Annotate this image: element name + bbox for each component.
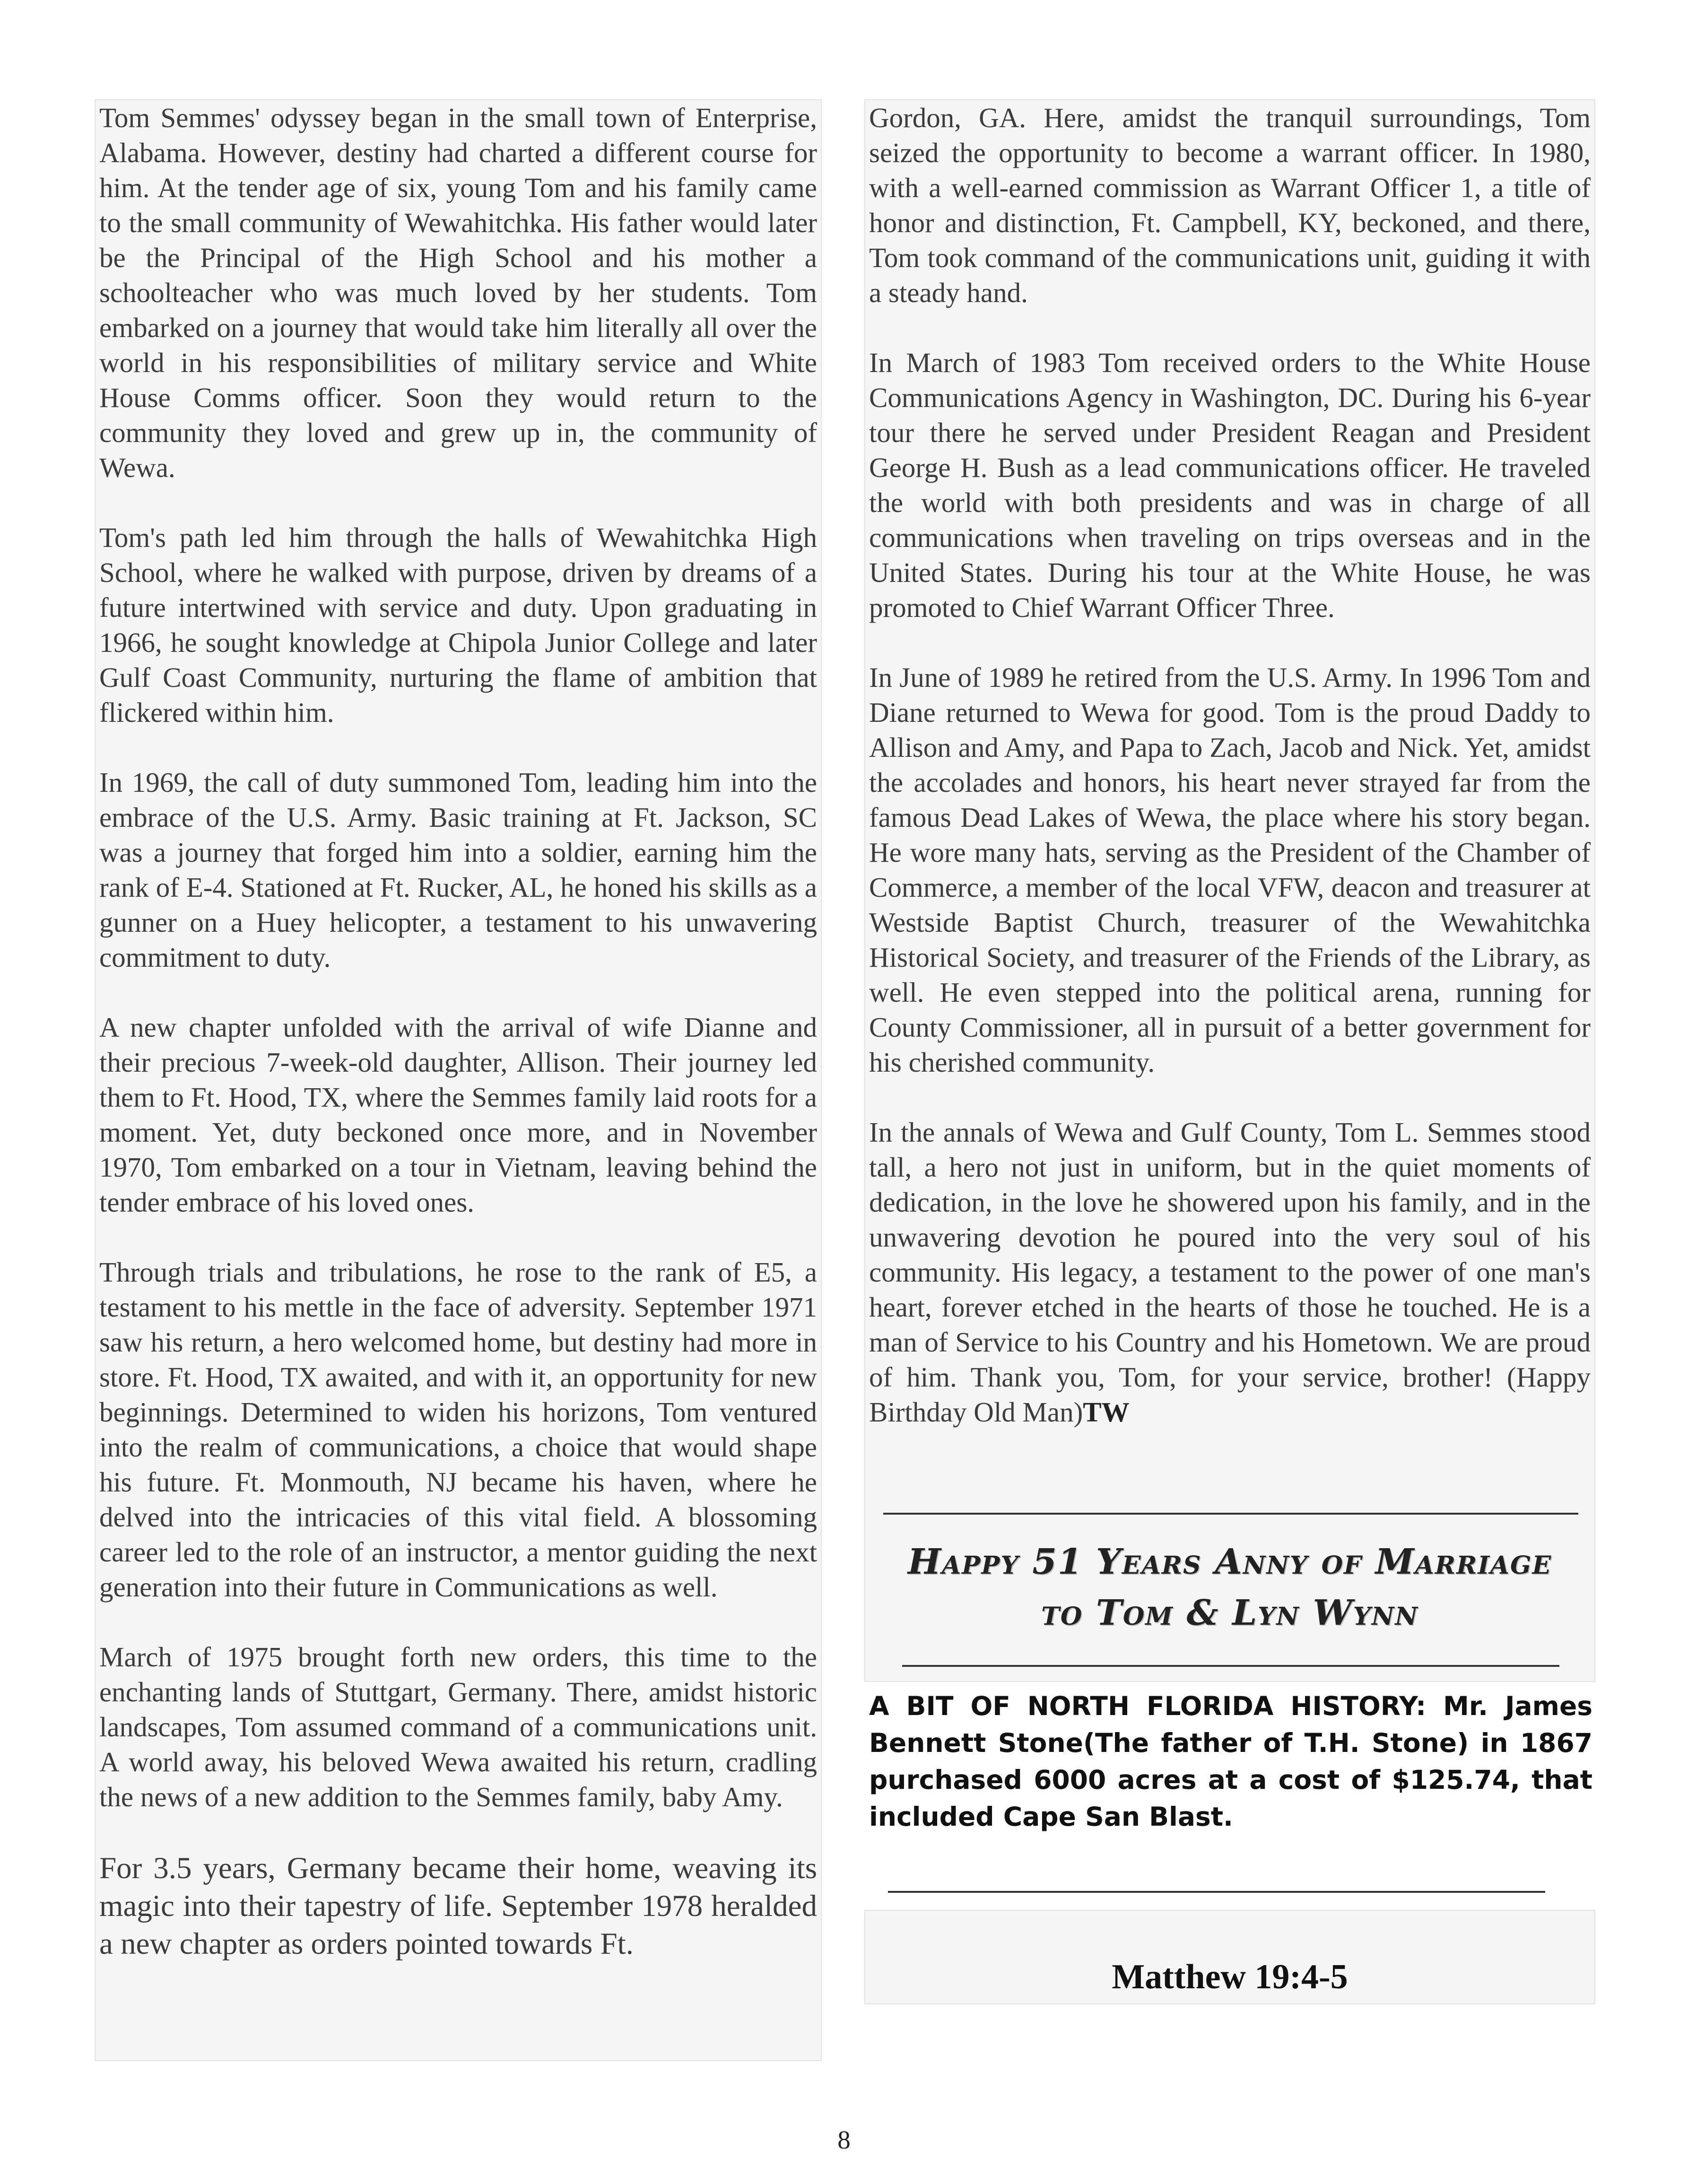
closing-text: In the annals of Wewa and Gulf County, Tom L. Semmes stood tall, a hero not just in uniform, but in the quiet moments of dedication, in the love he showered upon his family, and in the unwavering devotion he poured into the very soul of his community. His legacy, a testament to the power of one man's heart, forever etched in the hearts of those he touched. He is a man of Service to his Country and his Hometown. We are proud of him. Thank you, Tom, for your service, brother! (Happy Birthday Old Man) xyxy=(869,1117,1591,1428)
divider-rule xyxy=(883,1513,1578,1515)
article-paragraph: March of 1975 brought forth new orders, this time to the enchanting lands of Stuttgart, Germany. There, amidst historic landscapes, Tom assumed command of a communications unit. A world away, his beloved Wewa awaited his return, cradling the news of a new addition to the Semmes family, baby Amy. xyxy=(99,1641,817,1812)
article-paragraph: Gordon, GA. Here, amidst the tranquil surroundings, Tom seized the opportunity to become a warrant officer. In 1980, with a well-earned commission as Warrant Officer 1, a title of honor and distinction, Ft. Campbell, KY, beckoned, and there, Tom took command of the communications unit, guiding it with a steady hand. xyxy=(869,102,1591,308)
anniversary-line-2: to Tom & Lyn Wynn xyxy=(1041,1593,1418,1633)
anniversary-line-1: Happy 51 Years Anny of Marriage xyxy=(907,1542,1552,1582)
article-paragraph: In 1969, the call of duty summoned Tom, leading him into the embrace of the U.S. Army. Basic training at Ft. Jackson, SC was a journey that forged him into a soldier, earning him the rank of E-4. Stationed at Ft. Rucker, AL, he honed his skills as a gunner on a Huey helicopter, a testament to his unwavering commitment to duty. xyxy=(99,767,817,973)
article-paragraph: Through trials and tribulations, he rose to the rank of E5, a testament to his mettle in the face of adversity. September 1971 saw his return, a hero welcomed home, but destiny had more in store. Ft. Hood, TX awaited, and with it, an opportunity for new beginnings. Determined to widen his horizons, Tom ventured into the realm of communications, a choice that would shape his future. Ft. Monmouth, NJ became his haven, where he delved into the intricacies of this vital field. A blossoming career led to the role of an instructor, a mentor guiding the next generation into their future in Communications as well. xyxy=(99,1257,817,1603)
divider-rule xyxy=(888,1891,1545,1893)
article-paragraph: In March of 1983 Tom received orders to the White House Communications Agency in Washington, DC. During his 6-year tour there he served under President Reagan and President George H. Bush as a lead communications officer. He traveled the world with both presidents and was in charge of all communications when traveling on trips overseas and in the United States. During his tour at the White House, he was promoted to Chief Warrant Officer Three. xyxy=(869,347,1591,623)
article-paragraph: Tom Semmes' odyssey began in the small town of Enterprise, Alabama. However, destiny had charted a different course for him. At the tender age of six, young Tom and his family came to the small community of Wewahitchka. His father would later be the Principal of the High School and his mother a schoolteacher who was much loved by her students. Tom embarked on a journey that would take him literally all over the world in his responsibilities of military service and White House Comms officer. Soon they would return to the community they loved and grew up in, the community of Wewa. xyxy=(99,102,817,483)
page-number: 8 xyxy=(837,2125,851,2154)
history-note: A BIT OF NORTH FLORIDA HISTORY: Mr. James Bennett Stone(The father of T.H. Stone) in 1867 purchased 6000 acres at a cost of $125.74, that included Cape San Blast. xyxy=(869,1691,1592,1832)
left-article-column xyxy=(95,99,822,2061)
article-paragraph: For 3.5 years, Germany became their home, weaving its magic into their tapestry of life. September 1978 heralded a new chapter as orders pointed towards Ft. xyxy=(99,1851,817,1961)
article-paragraph: In June of 1989 he retired from the U.S. Army. In 1996 Tom and Diane returned to Wewa for good. Tom is the proud Daddy to Allison and Amy, and Papa to Zach, Jacob and Nick. Yet, amidst the accolades and honors, his heart never strayed far from the famous Dead Lakes of Wewa, the place where his story began. He wore many hats, serving as the President of the Chamber of Commerce, a member of the local VFW, deacon and treasurer at Westside Baptist Church, treasurer of the Wewahitchka Historical Society, and treasurer of the Friends of the Library, as well. He even stepped into the political arena, running for County Commissioner, all in pursuit of a better government for his cherished community. xyxy=(869,662,1591,1078)
article-paragraph: Tom's path led him through the halls of Wewahitchka High School, where he walked with purpose, driven by dreams of a future intertwined with service and duty. Upon graduating in 1966, he sought knowledge at Chipola Junior College and later Gulf Coast Community, nurturing the flame of ambition that flickered within him. xyxy=(99,522,817,728)
divider-rule xyxy=(902,1665,1559,1667)
article-paragraph: A new chapter unfolded with the arrival of wife Dianne and their precious 7-week-old daughter, Allison. Their journey led them to Ft. Hood, TX, where the Semmes family laid roots for a moment. Yet, duty beckoned once more, and in November 1970, Tom embarked on a tour in Vietnam, leaving behind the tender embrace of his loved ones. xyxy=(99,1012,817,1218)
anniversary-banner xyxy=(864,1536,1595,1638)
author-signature: TW xyxy=(1083,1396,1130,1428)
right-article-column xyxy=(864,99,1595,1682)
article-paragraph-closing xyxy=(869,1115,1591,1430)
verse-title: Matthew 19:4-5 xyxy=(1112,1958,1348,1996)
